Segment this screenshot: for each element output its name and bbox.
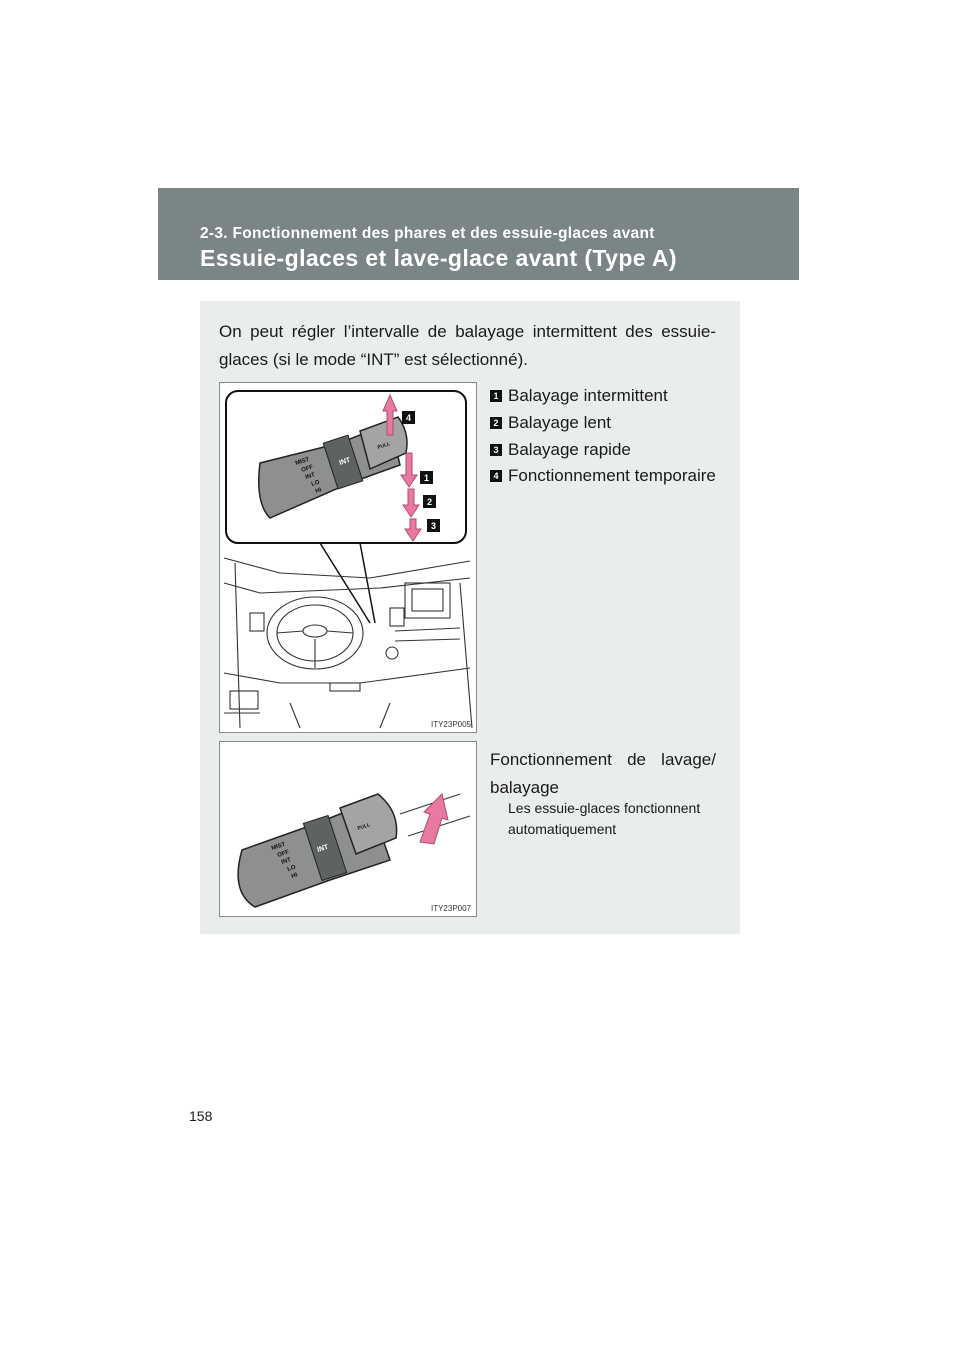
stalk-label-hi: HI: [290, 872, 299, 880]
wash-title: Fonctionnement de lavage/ balayage: [490, 750, 716, 797]
legend-item-3: [490, 436, 730, 463]
pull-label: PULL: [356, 822, 372, 832]
figure-washer-stalk: [219, 741, 477, 917]
badge-4: [402, 411, 415, 424]
legend-item-2: [490, 410, 730, 437]
pull-label: PULL: [376, 441, 392, 451]
figure-id: ITY23P005: [430, 720, 471, 729]
stalk-label-lo: LO: [286, 864, 297, 873]
legend-badge: 4: [490, 470, 502, 482]
section-header: [158, 188, 799, 280]
stalk-label-mist: MIST: [270, 841, 287, 852]
figure-wiper-stalk-dashboard: [219, 382, 477, 733]
stalk-label-mist: MIST: [294, 456, 311, 467]
legend-item-1: [490, 383, 730, 410]
content-panel: [200, 301, 740, 934]
page-number: 158: [189, 1108, 213, 1124]
ring-label-int: INT: [338, 456, 352, 467]
page-title: Essuie-glaces et lave-glace avant (Type A): [200, 245, 677, 271]
dashboard-line-art: [224, 558, 472, 728]
legend-badge: 2: [490, 417, 502, 429]
stalk-label-int: INT: [304, 472, 316, 481]
arrow-pull: [420, 794, 448, 844]
legend-label: Balayage intermittent: [508, 386, 668, 406]
legend-list: [490, 383, 730, 490]
svg-text:4: 4: [405, 413, 412, 423]
stalk-label-off: OFF: [300, 464, 315, 474]
wash-description: Les essuie-glaces fonctionnent automatiquement: [508, 800, 701, 837]
svg-text:3: 3: [430, 521, 437, 531]
figure-id: ITY23P007: [430, 904, 471, 913]
section-label: 2-3. Fonctionnement des phares et des essuie-glaces avant: [200, 225, 655, 242]
stalk-label-hi: HI: [314, 487, 323, 495]
legend-label: Fonctionnement temporaire: [508, 466, 716, 486]
washer-stalk-illustration: [220, 742, 476, 916]
stalk-label-off: OFF: [276, 849, 291, 859]
stalk-label-lo: LO: [310, 479, 321, 488]
svg-text:2: 2: [426, 497, 433, 507]
badge-1: [420, 471, 433, 484]
intro-text: On peut régler l’intervalle de balayage intermittent des essuie-glaces (si le mode “INT” est sélectionné).: [219, 322, 716, 369]
legend-item-4: [490, 463, 730, 490]
legend-badge: 3: [490, 444, 502, 456]
legend-label: Balayage rapide: [508, 439, 631, 459]
svg-text:1: 1: [423, 473, 430, 483]
wiper-stalk-illustration: [220, 383, 476, 732]
badge-3: [427, 519, 440, 532]
badge-2: [423, 495, 436, 508]
legend-badge: 1: [490, 390, 502, 402]
stalk-label-int: INT: [280, 857, 292, 866]
ring-label-int: INT: [316, 843, 330, 854]
legend-label: Balayage lent: [508, 413, 612, 433]
